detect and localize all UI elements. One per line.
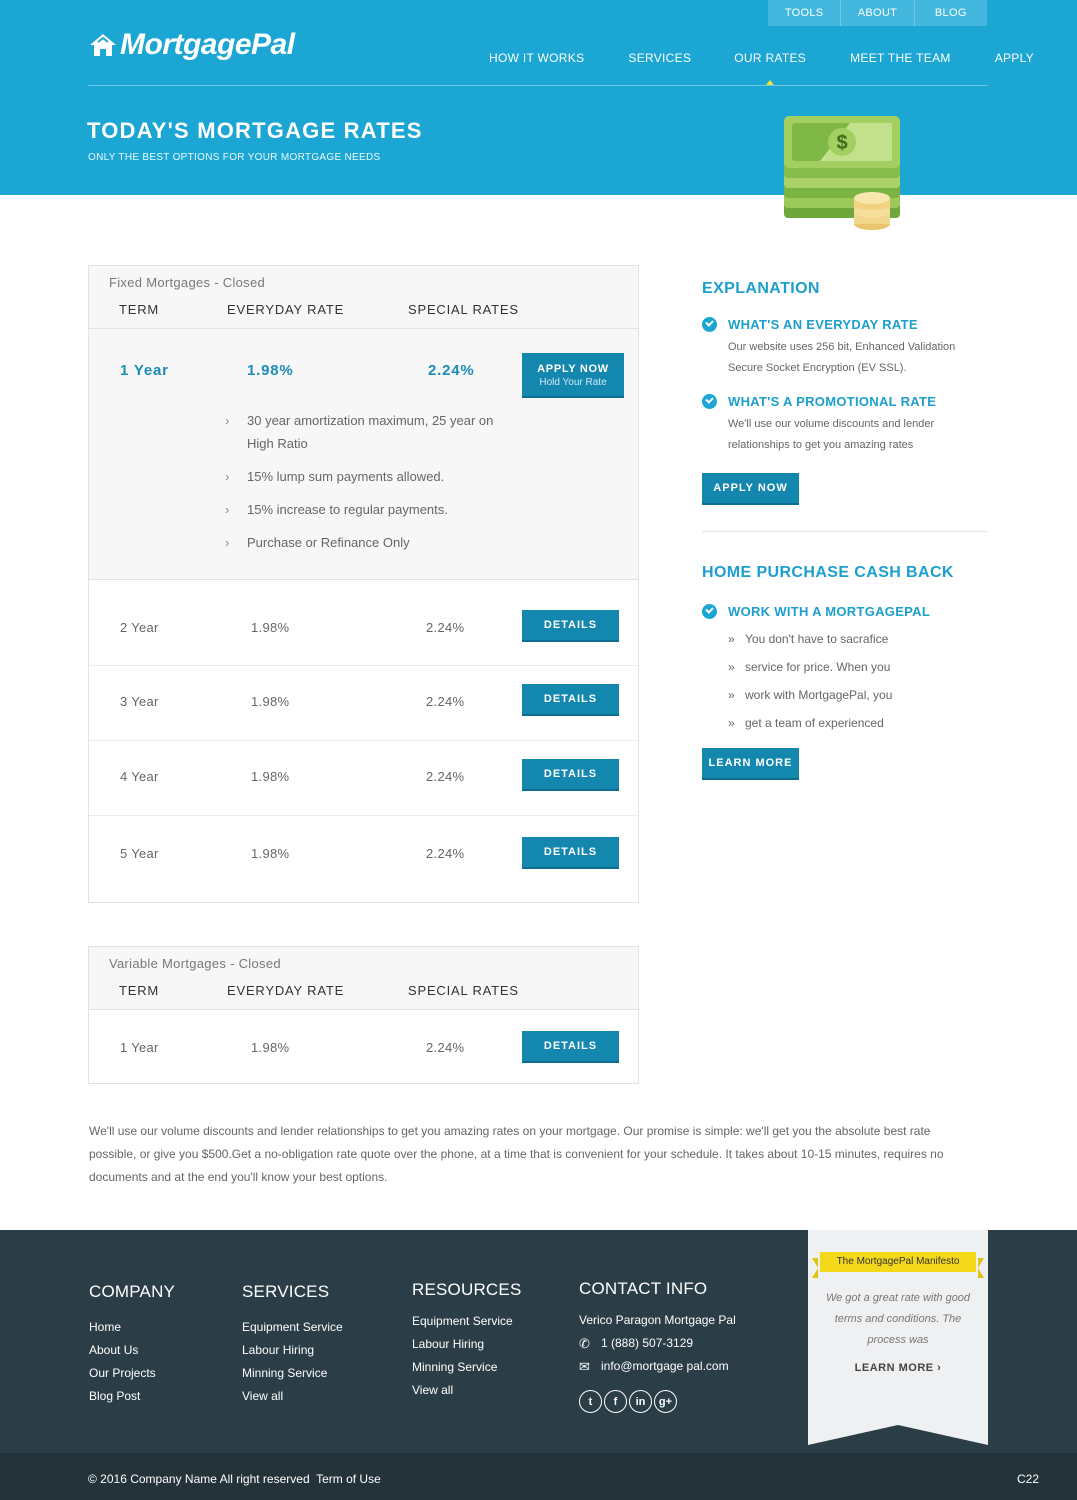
cashback-item-title: WORK WITH A MORTGAGEPAL: [728, 604, 931, 619]
rate-everyday: 1.98%: [251, 846, 290, 861]
column-header-special: SPECIAL RATES: [408, 983, 519, 998]
copyright-text: © 2016 Company Name All right reserved: [88, 1472, 310, 1486]
chevron-right-icon: ›: [225, 502, 230, 517]
details-button[interactable]: DETAILS: [522, 837, 619, 869]
footer-link-home[interactable]: Home: [89, 1320, 122, 1334]
footer: [0, 1230, 1077, 1453]
double-chevron-icon: »: [728, 688, 735, 702]
page-subtitle: ONLY THE BEST OPTIONS FOR YOUR MORTGAGE NEEDS: [88, 152, 381, 163]
list-item: [225, 531, 495, 554]
header-divider: [88, 85, 988, 86]
footer-link-minning-service[interactable]: Minning Service: [412, 1360, 498, 1374]
manifesto-card-tail: [808, 1415, 988, 1445]
rate-special: 2.24%: [426, 846, 465, 861]
explanation-item-title: WHAT'S AN EVERYDAY RATE: [728, 317, 918, 332]
table-row: [89, 580, 638, 666]
double-chevron-icon: »: [728, 660, 735, 674]
footer-contact: [579, 1279, 736, 1413]
footer-resources: [412, 1280, 522, 1402]
feature-text: 30 year amortization maximum, 25 year on High Ratio: [247, 413, 494, 451]
explanation-item-desc: We'll use our volume discounts and lender relationships to get you amazing rates: [728, 418, 935, 451]
details-button[interactable]: DETAILS: [522, 759, 619, 791]
rate-everyday: 1.98%: [251, 769, 290, 784]
manifesto-link-label: LEARN MORE: [854, 1362, 934, 1374]
page-code: C22: [1016, 1472, 1039, 1486]
hero-header: [0, 0, 1077, 195]
fixed-rates-table: [88, 265, 639, 903]
details-button[interactable]: DETAILS: [522, 610, 619, 642]
feature-text: 15% lump sum payments allowed.: [247, 469, 445, 484]
nav-services[interactable]: SERVICES: [628, 51, 692, 65]
bullet-text: work with MortgagePal, you: [745, 688, 893, 702]
email-address: info@mortgage pal.com: [601, 1359, 729, 1373]
details-button[interactable]: DETAILS: [522, 684, 619, 716]
rate-term: 3 Year: [120, 694, 159, 709]
nav-meet-the-team[interactable]: MEET THE TEAM: [850, 51, 951, 65]
rate-special: 2.24%: [426, 1040, 465, 1055]
footer-link-view-all[interactable]: View all: [242, 1389, 284, 1403]
rate-term: 2 Year: [120, 620, 159, 635]
bottom-bar: [0, 1453, 1077, 1500]
contact-email[interactable]: [579, 1355, 736, 1378]
feature-text: 15% increase to regular payments.: [247, 502, 448, 517]
learn-more-button[interactable]: LEARN MORE: [702, 748, 799, 780]
sidebar-divider: [702, 531, 987, 532]
list-item: [225, 465, 495, 488]
list-item: [728, 625, 987, 653]
rate-special: 2.24%: [428, 362, 475, 379]
chevron-right-icon: ›: [225, 469, 230, 484]
apply-now-label: APPLY NOW: [537, 363, 609, 375]
google-plus-icon[interactable]: g+: [654, 1390, 677, 1413]
manifesto-quote: We got a great rate with good terms and conditions. The process was: [825, 1292, 971, 1346]
explanation-item: [702, 394, 987, 456]
bullet-text: get a team of experienced: [745, 716, 884, 730]
rate-everyday: 1.98%: [251, 620, 290, 635]
phone-icon: ✆: [579, 1336, 590, 1351]
details-button[interactable]: DETAILS: [522, 1031, 619, 1063]
rate-features-list: [225, 409, 495, 564]
main-nav: [489, 51, 1034, 65]
rate-term: 5 Year: [120, 846, 159, 861]
table-row: [89, 1010, 638, 1080]
table-caption: Variable Mortgages - Closed: [109, 956, 281, 971]
sidebar: [702, 280, 987, 780]
rate-term: 4 Year: [120, 769, 159, 784]
footer-link-about-us[interactable]: About Us: [89, 1343, 139, 1357]
rate-special: 2.24%: [426, 769, 465, 784]
explanation-item: [702, 317, 987, 379]
money-stack-icon: [780, 112, 906, 240]
list-item: [728, 681, 987, 709]
cashback-title: HOME PURCHASE CASH BACK: [702, 564, 954, 581]
chevron-right-icon: ›: [937, 1362, 942, 1374]
table-row: [89, 816, 638, 900]
rate-term: 1 Year: [120, 362, 169, 379]
twitter-icon[interactable]: t: [579, 1390, 602, 1413]
footer-link-minning-service[interactable]: Minning Service: [242, 1366, 328, 1380]
facebook-icon[interactable]: f: [604, 1390, 627, 1413]
double-chevron-icon: »: [728, 716, 735, 730]
rate-term: 1 Year: [120, 1040, 159, 1055]
footer-company: [89, 1282, 175, 1408]
explanation-item-desc: Our website uses 256 bit, Enhanced Validation Secure Socket Encryption (EV SSL).: [728, 341, 956, 374]
column-header-everyday: EVERYDAY RATE: [227, 302, 345, 317]
table-caption: Fixed Mortgages - Closed: [109, 275, 266, 290]
column-header-term: TERM: [119, 302, 160, 317]
chevron-right-icon: ›: [225, 413, 230, 428]
utility-link-tools[interactable]: TOOLS: [768, 0, 841, 26]
apply-now-button[interactable]: APPLY NOW: [702, 473, 799, 505]
featured-rate-row: [89, 329, 638, 580]
list-item: [225, 498, 495, 521]
brand-logo[interactable]: [88, 28, 295, 62]
rate-everyday: 1.98%: [251, 1040, 290, 1055]
nav-apply[interactable]: APPLY: [994, 51, 1034, 65]
table-row: [89, 741, 638, 816]
table-header: [89, 266, 638, 329]
footer-heading: SERVICES: [242, 1282, 330, 1301]
footer-heading: CONTACT INFO: [579, 1279, 708, 1298]
rate-everyday: 1.98%: [251, 694, 290, 709]
house-icon: [88, 31, 118, 59]
footer-heading: COMPANY: [89, 1282, 176, 1301]
hold-rate-label: Hold Your Rate: [539, 377, 607, 388]
footer-link-blog-post[interactable]: Blog Post: [89, 1389, 141, 1403]
footer-link-labour-hiring[interactable]: Labour Hiring: [412, 1337, 485, 1351]
check-circle-icon: [702, 317, 717, 332]
envelope-icon: ✉: [579, 1359, 590, 1374]
variable-rates-table: [88, 946, 639, 1084]
footer-services: [242, 1282, 343, 1408]
utility-nav: [768, 0, 987, 26]
contact-company: Verico Paragon Mortgage Pal: [579, 1313, 736, 1327]
bullet-text: service for price. When you: [745, 660, 891, 674]
footer-link-view-all[interactable]: View all: [412, 1383, 454, 1397]
terms-link[interactable]: Term of Use: [316, 1472, 381, 1486]
phone-number: 1 (888) 507-3129: [601, 1336, 694, 1350]
list-item: [225, 409, 495, 455]
check-circle-icon: [702, 604, 717, 619]
nav-how-it-works[interactable]: HOW IT WORKS: [489, 51, 585, 65]
rate-everyday: 1.98%: [247, 362, 294, 379]
svg-text:$: $: [836, 132, 848, 154]
explanation-item-title: WHAT'S A PROMOTIONAL RATE: [728, 394, 937, 409]
brand-name: MortgagePal: [120, 28, 295, 61]
social-links: [579, 1390, 736, 1413]
double-chevron-icon: »: [728, 632, 735, 646]
manifesto-ribbon: The MortgagePal Manifesto: [820, 1252, 976, 1272]
utility-link-about[interactable]: ABOUT: [841, 0, 914, 26]
manifesto-learn-more[interactable]: [808, 1362, 988, 1374]
nav-our-rates[interactable]: OUR RATES: [734, 51, 807, 65]
about-paragraph: We'll use our volume discounts and lender relationships to get you amazing rates on your mortgage. Our promise is simple: we'll get you the absolute best rate possible, or give you $500.Get a no-obligation rate quote over the phone, at a time that is convenient for your schedule. It takes about 10-15 minutes, requires no documents and at the end you'll know your best options.: [89, 1124, 944, 1184]
column-header-everyday: EVERYDAY RATE: [227, 983, 345, 998]
check-circle-icon: [702, 394, 717, 409]
apply-now-button[interactable]: [522, 353, 624, 398]
cashback-list: [728, 625, 987, 737]
bullet-text: You don't have to sacrafice: [745, 632, 889, 646]
utility-link-blog[interactable]: BLOG: [934, 7, 967, 19]
copyright: [88, 1472, 381, 1486]
feature-text: Purchase or Refinance Only: [247, 535, 410, 550]
linkedin-icon[interactable]: in: [629, 1390, 652, 1413]
list-item: [728, 653, 987, 681]
table-row: [89, 666, 638, 741]
column-headers: [89, 971, 638, 1009]
footer-link-labour-hiring[interactable]: Labour Hiring: [242, 1343, 315, 1357]
column-headers: [89, 290, 638, 328]
footer-link-equipment-service[interactable]: Equipment Service: [412, 1314, 513, 1328]
contact-phone[interactable]: [579, 1332, 736, 1355]
manifesto-card: [808, 1230, 988, 1415]
footer-heading: RESOURCES: [412, 1280, 522, 1299]
rate-special: 2.24%: [426, 694, 465, 709]
footer-link-equipment-service[interactable]: Equipment Service: [242, 1320, 343, 1334]
table-header: [89, 947, 638, 1010]
list-item: [728, 709, 987, 737]
rate-special: 2.24%: [426, 620, 465, 635]
explanation-title: EXPLANATION: [702, 280, 820, 297]
cashback-item: [702, 604, 987, 737]
page-title: TODAY'S MORTGAGE RATES: [87, 118, 423, 143]
footer-link-our-projects[interactable]: Our Projects: [89, 1366, 156, 1380]
chevron-right-icon: ›: [225, 535, 230, 550]
column-header-term: TERM: [119, 983, 160, 998]
column-header-special: SPECIAL RATES: [408, 302, 519, 317]
